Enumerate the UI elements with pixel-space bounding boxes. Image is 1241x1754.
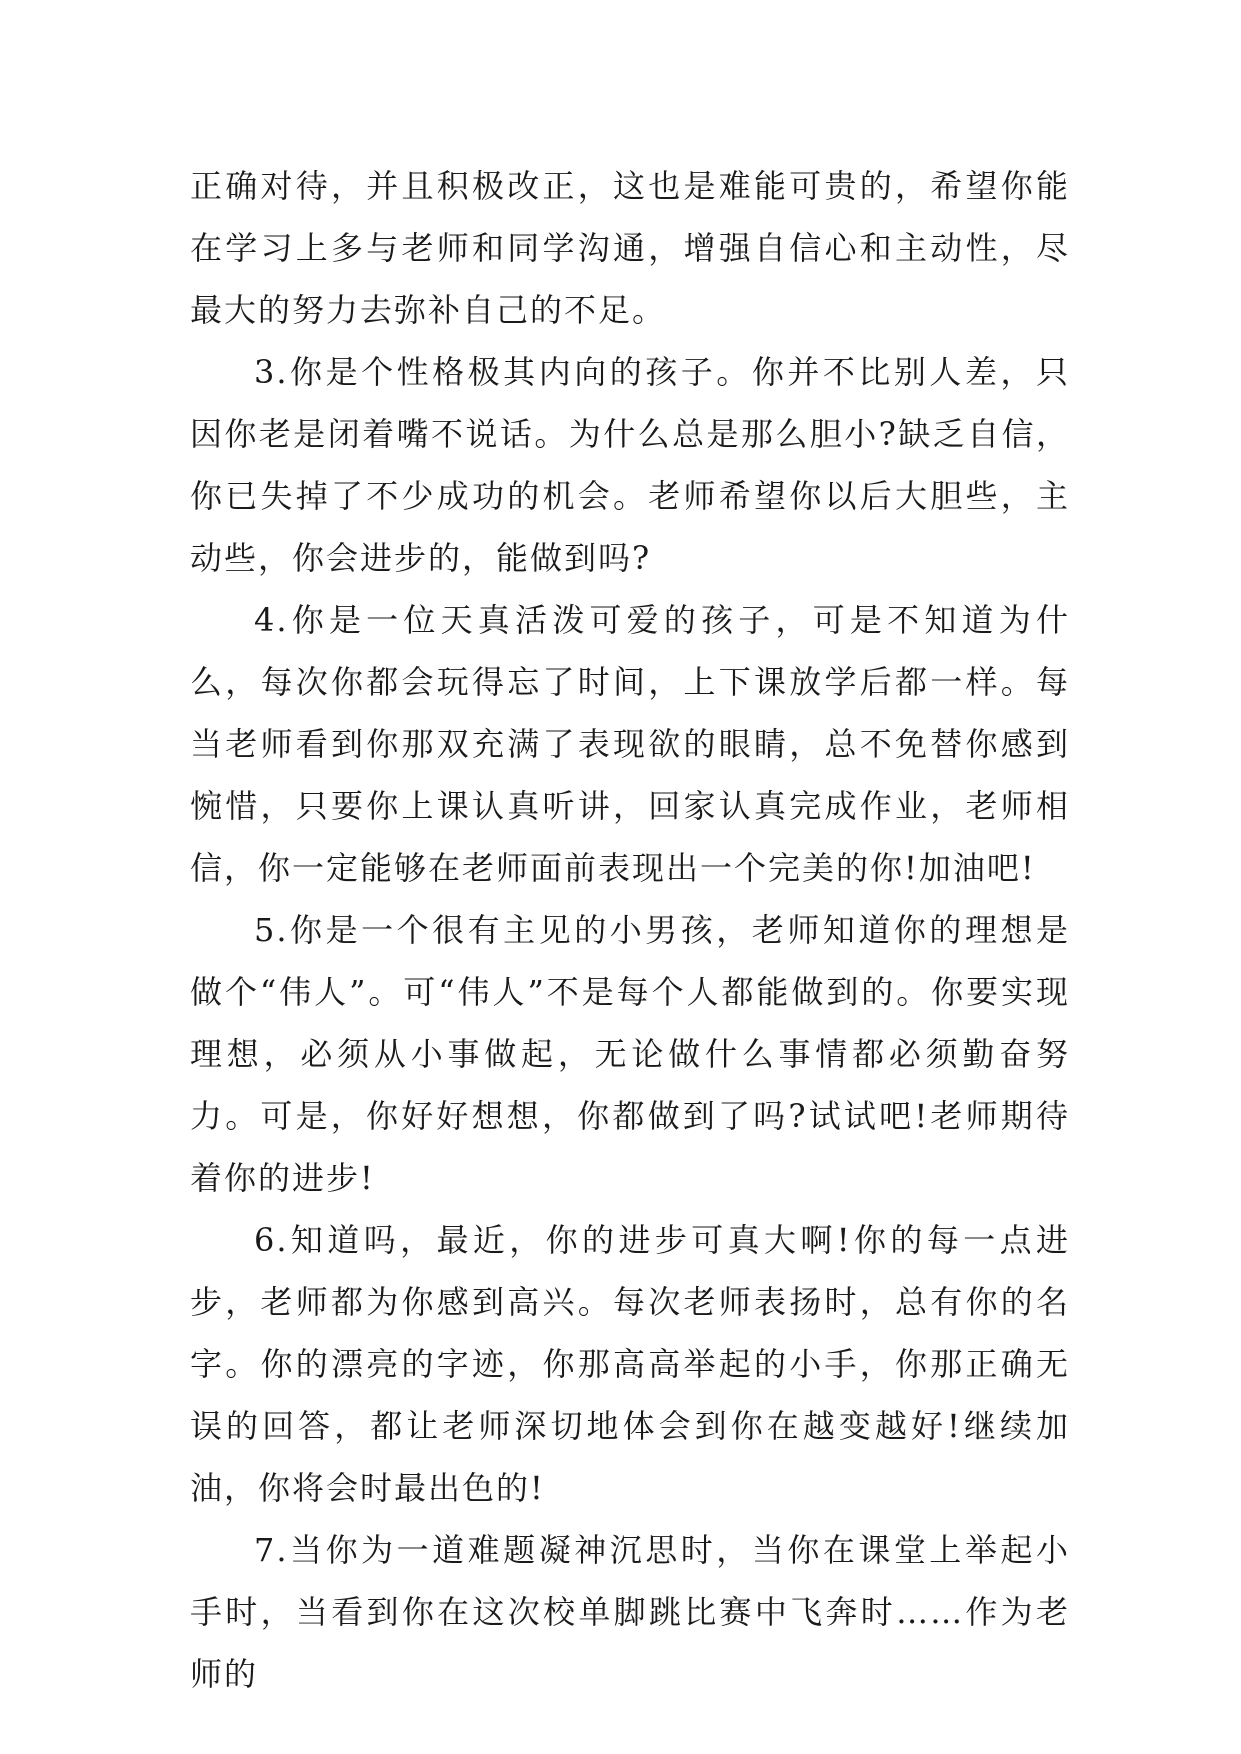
document-body — [190, 155, 1070, 1705]
paragraph-comment-6: 6.知道吗，最近，你的进步可真大啊!你的每一点进步，老师都为你感到高兴。每次老师表扬时，总有你的名字。你的漂亮的字迹，你那高高举起的小手，你那正确无误的回答，都让老师深切地体会到你在越变越好!继续加油，你将会时最出色的! — [190, 1221, 1070, 1507]
paragraph-comment-3: 3.你是个性格极其内向的孩子。你并不比别人差，只因你老是闭着嘴不说话。为什么总是那么胆小?缺乏自信，你已失掉了不少成功的机会。老师希望你以后大胆些，主动些，你会进步的，能做到吗? — [190, 353, 1070, 577]
paragraph-comment-7: 7.当你为一道难题凝神沉思时，当你在课堂上举起小手时，当看到你在这次校单脚跳比赛中飞奔时……作为老师的 — [190, 1531, 1070, 1693]
paragraph-continued-comment: 正确对待，并且积极改正，这也是难能可贵的，希望你能在学习上多与老师和同学沟通，增强自信心和主动性，尽最大的努力去弥补自己的不足。 — [190, 167, 1070, 329]
paragraph-comment-4: 4.你是一位天真活泼可爱的孩子，可是不知道为什么，每次你都会玩得忘了时间，上下课放学后都一样。每当老师看到你那双充满了表现欲的眼睛，总不免替你感到惋惜，只要你上课认真听讲，回家认真完成作业，老师相信，你一定能够在老师面前表现出一个完美的你!加油吧! — [190, 601, 1070, 887]
paragraph-comment-5: 5.你是一个很有主见的小男孩，老师知道你的理想是做个“伟人”。可“伟人”不是每个人都能做到的。你要实现理想，必须从小事做起，无论做什么事情都必须勤奋努力。可是，你好好想想，你都做到了吗?试试吧!老师期待着你的进步! — [190, 911, 1070, 1197]
